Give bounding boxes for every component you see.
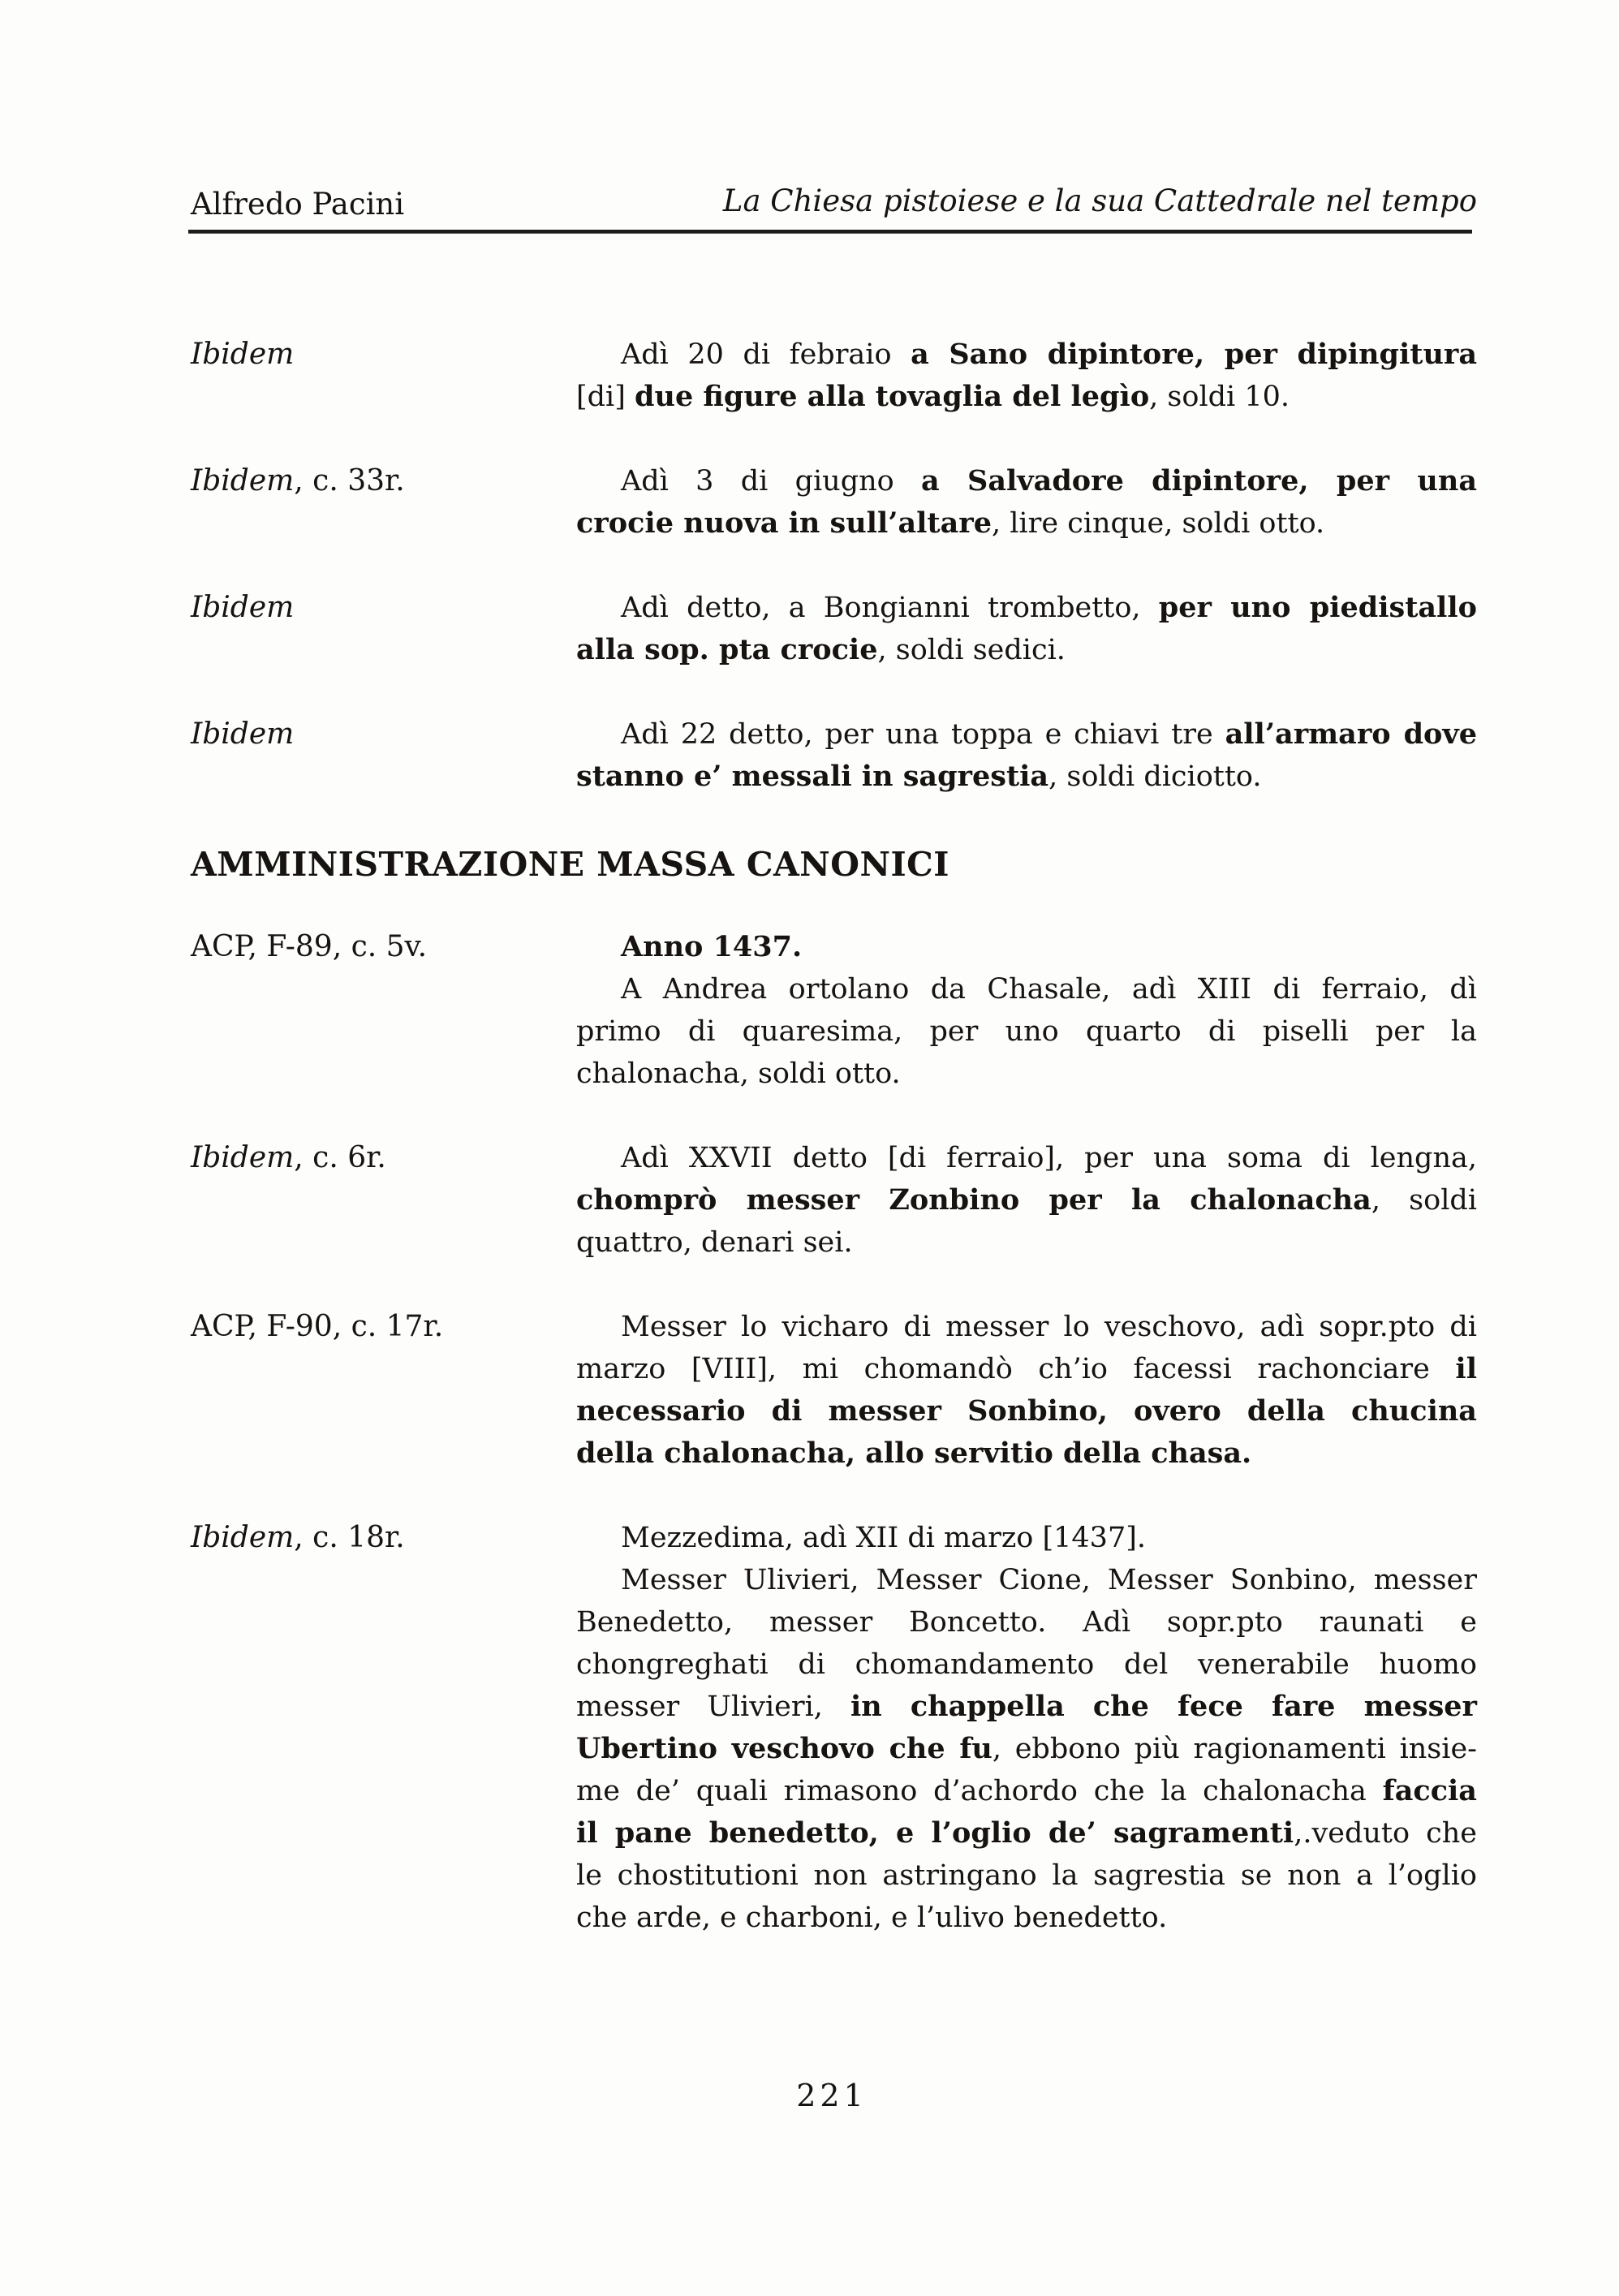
text-segment: , ebbono più ragionamenti insie- [992, 1733, 1477, 1765]
text-line [576, 1517, 1477, 1559]
paragraph [576, 926, 1477, 968]
section-heading: AMMINISTRAZIONE MASSA CANONICI [191, 845, 949, 884]
text-segment: Mezzedima, adì XII di marzo [1437]. [621, 1522, 1146, 1554]
text-line [576, 1306, 1477, 1348]
text-segment: Adì detto, a Bongianni trombetto, [621, 592, 1159, 624]
text-line [576, 713, 1477, 756]
paragraph [576, 1517, 1477, 1559]
text-line [576, 1559, 1477, 1601]
text-segment: chalonacha, soldi otto. [576, 1058, 901, 1090]
text-line [576, 1390, 1477, 1432]
bold-segment: crocie nuova in sull’altare [576, 506, 992, 540]
bold-segment: per uno piedistallo [1158, 591, 1477, 624]
source-citation [191, 926, 576, 1095]
text-segment: , soldi 10. [1149, 381, 1290, 413]
text-segment: quattro, denari sei. [576, 1226, 853, 1259]
entry-row [191, 587, 1477, 671]
text-line [576, 1770, 1477, 1812]
bold-segment: Ubertino veschovo che fu [576, 1732, 992, 1765]
source-text: , c. 6r. [294, 1141, 386, 1174]
entry-text [576, 587, 1477, 671]
paragraph [576, 460, 1477, 545]
bold-segment: necessario di messer Sonbino, overo della chucina [576, 1394, 1477, 1428]
header-rule [188, 230, 1472, 234]
source-citation [191, 587, 576, 671]
entry-text [576, 926, 1477, 1095]
text-line [576, 502, 1477, 545]
paragraph [576, 334, 1477, 418]
source-text: ACP, F-90, c. 17r. [191, 1310, 444, 1343]
text-segment: primo di quaresima, per uno quarto di piselli per la [576, 1015, 1477, 1048]
entry-text [576, 460, 1477, 545]
text-segment: le chostitutioni non astringano la sagrestia se non a l’oglio [576, 1859, 1477, 1892]
text-line [576, 756, 1477, 798]
source-citation [191, 460, 576, 545]
text-segment: Adì 20 di febraio [621, 338, 911, 371]
text-segment: Adì 22 detto, per una toppa e chiavi tre [621, 718, 1225, 751]
entry-row [191, 1517, 1477, 1939]
entry-text [576, 1306, 1477, 1475]
text-segment: [di] [576, 381, 635, 413]
text-segment: chongreghati di chomandamento del venerabile huomo [576, 1648, 1477, 1681]
paragraph [576, 713, 1477, 798]
text-line [576, 1854, 1477, 1897]
text-line [576, 1179, 1477, 1221]
text-line [576, 376, 1477, 418]
text-segment: ,.veduto che [1294, 1817, 1477, 1850]
bold-segment: a Salvadore dipintore, per una [921, 464, 1477, 498]
running-header-author: Alfredo Pacini [191, 187, 405, 222]
entry-row [191, 713, 1477, 798]
bold-segment: stanno e’ messali in sagrestia [576, 760, 1049, 793]
text-line [576, 1812, 1477, 1854]
source-citation [191, 334, 576, 418]
entry-text [576, 1137, 1477, 1264]
bold-segment: Anno 1437. [621, 930, 803, 963]
text-line [576, 1221, 1477, 1264]
bold-segment: alla sop. pta crocie [576, 633, 878, 666]
text-line [576, 334, 1477, 376]
running-header-title: La Chiesa pistoiese e la sua Cattedrale nel tempo [722, 183, 1477, 218]
text-segment: A Andrea ortolano da Chasale, adì XIII di ferraio, dì [621, 973, 1477, 1006]
bold-segment: due figure alla tovaglia del legìo [635, 380, 1150, 413]
entry-text [576, 334, 1477, 418]
entry-text [576, 713, 1477, 798]
text-segment: , soldi diciotto. [1048, 760, 1262, 793]
text-line [576, 1137, 1477, 1179]
source-citation [191, 1137, 576, 1264]
text-line [576, 1643, 1477, 1686]
bold-segment: faccia [1382, 1774, 1477, 1807]
text-line [576, 629, 1477, 671]
text-line [576, 587, 1477, 629]
text-segment: , lire cinque, soldi otto. [991, 507, 1325, 540]
text-segment: marzo [VIII], mi chomandò ch’io facessi rachonciare [576, 1353, 1456, 1385]
text-line [576, 460, 1477, 502]
bold-segment: in chappella che fece fare messer [850, 1690, 1477, 1723]
text-line [576, 926, 1477, 968]
content [191, 334, 1477, 1981]
text-segment: Adì XXVII detto [di ferraio], per una soma di lengna, [621, 1142, 1477, 1174]
text-line [576, 1053, 1477, 1095]
text-line [576, 1601, 1477, 1643]
text-line [576, 1897, 1477, 1939]
paragraph [576, 587, 1477, 671]
source-text: Ibidem [191, 338, 295, 371]
source-text: ACP, F-89, c. 5v. [191, 930, 428, 963]
text-segment: Messer lo vicharo di messer lo veschovo, adì sopr.pto di [621, 1311, 1477, 1343]
source-text: , c. 18r. [294, 1521, 405, 1554]
bold-segment: il pane benedetto, e l’oglio de’ sagramenti [576, 1816, 1294, 1850]
text-segment: , soldi sedici. [877, 634, 1066, 666]
source-citation [191, 713, 576, 798]
paragraph [576, 968, 1477, 1095]
paragraph [576, 1559, 1477, 1939]
text-line [576, 1010, 1477, 1053]
source-text: Ibidem [191, 717, 295, 751]
source-text: , c. 33r. [294, 464, 405, 498]
text-segment: Messer Ulivieri, Messer Cione, Messer Sonbino, messer [621, 1564, 1477, 1596]
bold-segment: il [1455, 1352, 1477, 1385]
text-segment: messer Ulivieri, [576, 1691, 850, 1723]
text-segment: che arde, e charboni, e l’ulivo benedetto. [576, 1902, 1168, 1934]
text-segment: Adì 3 di giugno [621, 465, 922, 498]
source-text: Ibidem [191, 591, 295, 624]
paragraph [576, 1137, 1477, 1264]
bold-segment: chomprò messer Zonbino per la chalonacha [576, 1183, 1371, 1217]
entry-text [576, 1517, 1477, 1939]
entry-row [191, 926, 1477, 1095]
page-number: 221 [796, 2078, 868, 2113]
entry-row [191, 1306, 1477, 1475]
text-line [576, 1348, 1477, 1390]
source-text: Ibidem [191, 1521, 295, 1554]
text-segment: me de’ quali rimasono d’achordo che la chalonacha [576, 1775, 1383, 1807]
text-line [576, 968, 1477, 1010]
text-line [576, 1686, 1477, 1728]
source-text: Ibidem [191, 1141, 295, 1174]
source-citation [191, 1306, 576, 1475]
bold-segment: all’armaro dove [1225, 717, 1477, 751]
entry-row [191, 1137, 1477, 1264]
text-segment: Benedetto, messer Boncetto. Adì sopr.pto raunati e [576, 1606, 1477, 1639]
paragraph [576, 1306, 1477, 1475]
source-citation [191, 1517, 576, 1939]
text-segment: , soldi [1371, 1184, 1478, 1217]
text-line [576, 1432, 1477, 1475]
entry-row [191, 460, 1477, 545]
bold-segment: a Sano dipintore, per dipingitura [911, 338, 1478, 371]
bold-segment: della chalonacha, allo servitio della chasa. [576, 1437, 1252, 1470]
source-text: Ibidem [191, 464, 295, 498]
entry-row [191, 334, 1477, 418]
text-line [576, 1728, 1477, 1770]
